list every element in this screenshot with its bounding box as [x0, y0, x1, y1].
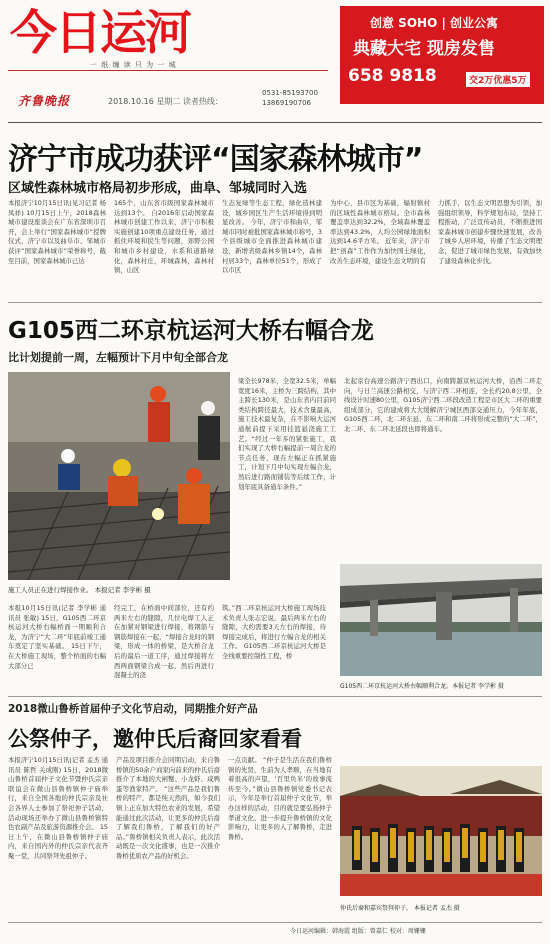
- story1-column: 165个，山东省市级国家森林城市达到13个。 自2016年启动国家森林城市创建工作以来，济宁市积极实施创建10项重点建设任务，通过抓住环境和民生等问题，郊野公园和城市乡村建设，水系和道路绿化，森林村庄，环城森林，森林村镇，山区: [114, 199, 214, 275]
- section-divider: [8, 122, 542, 123]
- footer-divider: [8, 922, 542, 923]
- welding-photo-caption: 施工人员正在进行焊接作业。 本报记者 李学彬 摄: [8, 586, 151, 594]
- ad-promo-badge: 交2万优惠5万: [466, 72, 530, 87]
- masthead-title: 今日运河: [10, 6, 190, 61]
- story1-headline: 济宁市成功获评“国家森林城市”: [8, 142, 423, 177]
- story3-headline: 公祭仲子，邀仲氏后裔回家看看: [8, 727, 302, 751]
- story2-column: 本报10月15日讯(记者 李学彬 通讯员 张敏) 15日，G105西二环京杭运河大桥右幅桥面一期顺利合龙，为济宁“大二环”年底前竣工通车奠定了坚实基础。 15日下午，在大桥施工现场，整个桥面的右幅大部分已: [8, 604, 106, 670]
- story2-column: 经完工，在桥面中间部位，还有约两米左右的缝隙，几位电焊工人正在加紧对钢梁进行焊接，将钢筋与钢筋焊接在一起，“焊接合龙时的钢梁，形成一体的桥梁，是大桥合龙后的最后一道工序，通过焊接将左西两面钢梁合成一起，然后再进行混凝土的浇: [114, 604, 214, 680]
- bridge-photo: [340, 564, 542, 676]
- story3-kicker: 2018微山鲁桥首届仲子文化节启动，同期推介好产品: [8, 703, 258, 715]
- story2-column: 北起京台高速公路济宁西出口，向南跨越京杭运河大桥，沿西二环走向，与日兰高速公路相交，与济宁西二环相连，全长约20.8公里，全线设计时速80公里，G105济宁西二环段改造工程是市区大二环的重要组成部分，它的建成将大大缓解济宁城区西部交通压力，今年年底，G105西二环，北二环东延、东二环和南二环将形成完整的“大二环”，北二环、东二环北延段也即将通车。: [344, 377, 542, 433]
- story3-column: 产品及项目推介会同期启动，来自鲁桥镇的50余户商家向前来的仲氏后裔推介了本地的大闸蟹、小龙虾、咸鸭蛋等渔家特产。 “这些产品是我们鲁桥的特产，都是纯天然的，如今我们镇上正在加大特色农业的发展，希望能通过此次活动，让更多的仲氏后裔了解我们鲁桥，了解我们的好产品。”鲁桥镇相关负责人表示，此次活动既是一次文化盛事，也是一次推介鲁桥优质农产品的好机会。: [116, 756, 220, 860]
- hotline-numbers: [262, 88, 318, 108]
- masthead-slogan: 一 纸 缠 读 只 为 一 城: [90, 61, 177, 69]
- story3-column: 本报济宁10月15日讯(记者 孟杰 通讯员 陈哲 关成刚) 15日，2018微山鲁桥首届仲子文化节暨仲氏宗亲联谊会在微山县鲁桥镇仲子庙举行，来自全国各地的仲氏宗亲及社会各界人士参加了祭祀仲子活动，活动现场还举办了微山县鲁桥镇特色农副产品及旅游资源推介会。 15日上午，在微山县鲁桥镇仲子庙内，来自国内外的仲氏宗亲代表齐聚一堂，共同祭拜先祖仲子。: [8, 756, 108, 860]
- section-divider: [8, 302, 542, 303]
- section-divider: [8, 696, 542, 697]
- ad-brand-line: 创意 SOHO | 创业公寓: [370, 16, 499, 30]
- issue-date-line: 2018.10.16 星期二 读者热线：: [108, 97, 223, 106]
- ceremony-photo: [340, 766, 542, 896]
- ad-phone-number: 658 9818: [348, 66, 437, 86]
- bridge-photo-caption: G105西二环京杭运河大桥右幅顺利合龙。本报记者 李学彬 摄: [340, 683, 504, 690]
- ceremony-photo-caption: 仲氏后裔和嘉宾祭拜仲子。 本报记者 孟杰 摄: [340, 905, 460, 912]
- story2-headline: G105西二环京杭运河大桥右幅合龙: [8, 318, 374, 344]
- story1-column: 本报济宁10月15日讯(见习记者 杨凤祥) 10月15日上午，2018森林城市建设座谈会在广东省深圳市召开，会上举行“国家森林城市”授牌仪式，济宁市以及曲阜市、邹城市获评“国家森林城市”荣誉称号，截至目前，国家森林城市已达: [8, 199, 106, 265]
- welding-workers-photo: [8, 372, 230, 580]
- story2-column: 梁全长978米，全宽32.5米，单幅宽度16米，主桥为三跨结构，其中主跨长130米，是山东省内目前同类结构跨径最大，技术含量最高，施工技术最复杂，在不影响大运河通航前提下采用挂篮悬浇施工工艺。“经过一年多的紧张施工，我们实现了大桥右幅提前一周合龙的节点任务，现在左幅正在抓紧施工，计划下月中旬实现左幅合龙，然后进行路面铺装等后续工作，计划年底具备通车条件。”: [238, 377, 336, 491]
- story1-subheadline: 区域性森林城市格局初步形成，曲阜、邹城同时入选: [8, 181, 308, 196]
- hotline-number: 0531-85193700: [262, 89, 318, 97]
- story1-column: 为中心，县市区为基础，辐射镇村的区域性森林城市格局。全市森林覆盖率达到32.2%，全域森林覆盖率达到43.2%，人均公园绿地面积达到14.6平方米。 近年来，济宁市把“创森”工作作为加快国土绿化，改善生态环境，建设生态文明的有: [330, 199, 430, 265]
- masthead-divider: [8, 70, 328, 71]
- story1-column: 生态复绿等生态工程，绿化造林建设，城乡园区生产生活环境得到明显改善。 今年，济宁市和曲阜，邹城市同时被批国家森林城市称号，3个县级城市全面推进森林城市建设，新增省级森林乡镇14个，森林村居33个，森林单位51个，形成了以市区: [222, 199, 322, 275]
- ad-slogan: 典藏大宅 现房发售: [353, 39, 495, 59]
- hotline-number: 13869190706: [262, 99, 311, 107]
- story2-column: 筑。”西二环京杭运河大桥施工现场技术负责人张志宏说，最后两米左右的缝隙，大约需要3天左右的焊接，待焊接完成后，将进行左幅合龙的相关工作。 G105西二环京杭运河大桥是全线重要控制性工程，桥: [222, 604, 326, 660]
- story3-column: 一点贡献。 “仲子是生活在我们鲁桥镇的先贤，生前为人孝顺，在当地有着很高的声望，‘百里负米’的故事流传至今。”微山县鲁桥镇党委书记表示，今年是举行首届仲子文化节，举办这样的活动，目的就是要弘扬仲子孝道文化，进一步提升鲁桥镇的文化影响力，让更多的人了解鲁桥，走进鲁桥。: [228, 756, 332, 841]
- paper-brand-logo: 齐鲁晚报: [18, 94, 71, 108]
- page-footer-credits: 今日运河编辑：韩海霞 组版：曾嘉仁 校对：周姗姗: [290, 928, 426, 935]
- story1-column: 力抓手，以生态文明思想为引领，加强组织领导，科学规划布局，坚持工程推动，广泛宣传动员，不断推进国家森林城市创建步骤快速发展，改善了城乡人居环境，传播了生态文明理念，促进了城市绿色发展，有效加快了建设森林化步伐。: [438, 199, 542, 265]
- story2-subheadline: 比计划提前一周，左幅预计下月中旬全部合龙: [8, 351, 228, 364]
